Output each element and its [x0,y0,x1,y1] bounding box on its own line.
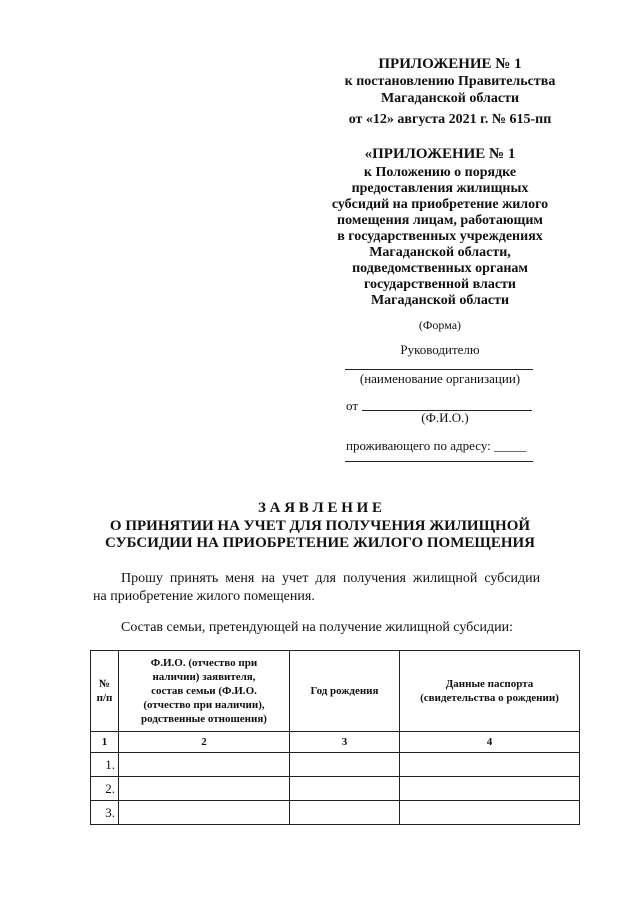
table-row [91,753,580,777]
appendix-line-1: к постановлению Правительства [344,74,556,89]
birth-year-cell[interactable] [290,753,400,777]
birth-year-cell[interactable] [290,801,400,825]
statement-subtitle-1: О ПРИНЯТИИ НА УЧЕТ ДЛЯ ПОЛУЧЕНИЯ ЖИЛИЩНОЙ [109,518,531,534]
table-row [91,777,580,801]
row-number: 3. [91,801,119,825]
request-paragraph-line-2: на приобретение жилого помещения. [93,589,315,604]
inner-appendix-line: подведомственных органам [352,261,528,276]
family-table [90,650,580,825]
table-index-row [91,732,580,753]
passport-cell[interactable] [400,777,580,801]
organization-caption: (наименование организации) [359,371,521,386]
inner-appendix-text [290,165,590,309]
row-number: 1. [91,753,119,777]
inner-appendix-line: помещения лицам, работающим [337,213,543,228]
address-label: проживающего по адресу: _____ [346,438,527,453]
request-paragraph-line-1: Прошу принять меня на учет для получения жилищной субсидии [121,571,541,586]
passport-cell[interactable] [400,753,580,777]
header-number: № п/п [91,651,119,732]
to-label: Руководителю [400,342,480,357]
family-composition-paragraph: Состав семьи, претендующей на получение жилищной субсидии: [121,620,513,635]
inner-appendix-line: Магаданской области, [369,245,511,260]
inner-appendix-line: в государственных учреждениях [337,229,543,244]
index-cell: 2 [119,732,290,753]
inner-appendix-line: к Положению о порядке [363,165,517,180]
name-cell[interactable] [119,801,290,825]
index-cell: 3 [290,732,400,753]
statement-title: З А Я В Л Е Н И Е [257,500,383,516]
header-full-name: Ф.И.О. (отчество при наличии) заявителя, состав семьи (Ф.И.О. (отчество при наличии), родственные отношения) [119,651,290,732]
header-birth-year: Год рождения [290,651,400,732]
fio-caption: (Ф.И.О.) [421,410,469,425]
statement-subtitle-2: СУБСИДИИ НА ПРИОБРЕТЕНИЕ ЖИЛОГО ПОМЕЩЕНИЯ [104,535,536,551]
inner-appendix-line: Магаданской области [370,293,510,308]
form-label: (Форма) [418,318,462,332]
header-passport: Данные паспорта (свидетельства о рождении) [400,651,580,732]
index-cell: 1 [91,732,119,753]
appendix-title: ПРИЛОЖЕНИЕ № 1 [378,56,522,72]
inner-appendix-line: государственной власти [364,277,516,292]
passport-cell[interactable] [400,801,580,825]
inner-appendix-title: «ПРИЛОЖЕНИЕ № 1 [364,146,516,162]
address-line [345,461,533,462]
row-number: 2. [91,777,119,801]
appendix-line-3: от «12» августа 2021 г. № 615-пп [348,112,552,127]
table-row [91,801,580,825]
inner-appendix-line: субсидий на приобретение жилого [331,197,549,212]
table-header-row [91,651,580,732]
inner-appendix-line: предоставления жилищных [351,181,529,196]
birth-year-cell[interactable] [290,777,400,801]
from-label: от [346,398,359,413]
name-cell[interactable] [119,753,290,777]
name-cell[interactable] [119,777,290,801]
appendix-line-2: Магаданской области [380,91,520,106]
organization-line [345,369,533,370]
index-cell: 4 [400,732,580,753]
